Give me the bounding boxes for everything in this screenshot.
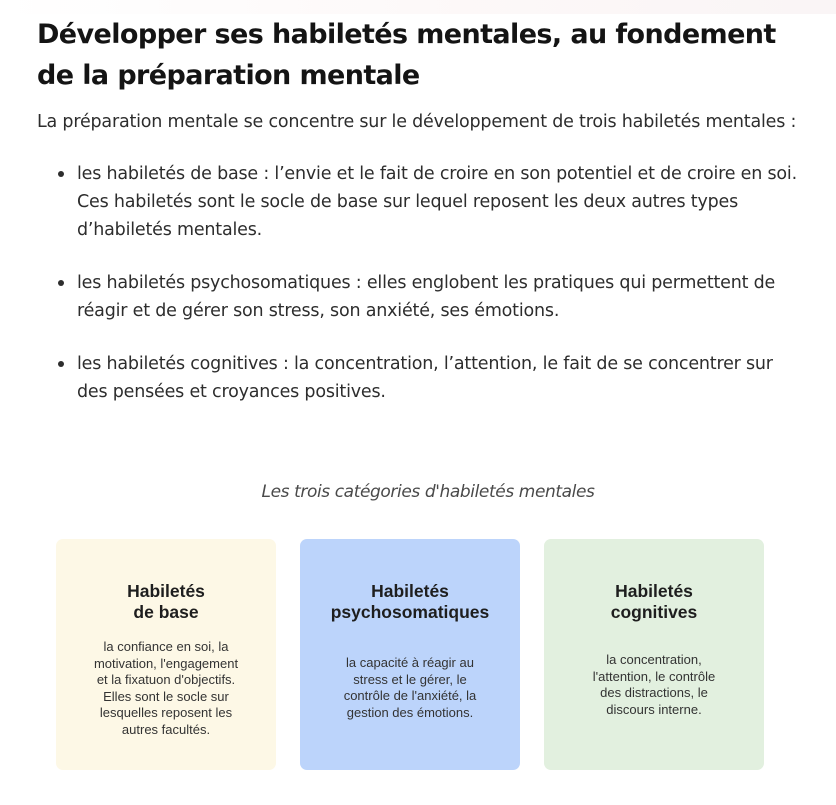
card-body-line: la confiance en soi, la <box>103 639 229 654</box>
bullet-icon <box>58 171 64 177</box>
card-title-line: de base <box>133 602 199 622</box>
card-body-line: stress et le gérer, le <box>353 671 467 687</box>
list-item <box>37 269 797 325</box>
card-body-line: l'attention, le contrôle <box>592 668 716 684</box>
card-body-line: gestion des émotions. <box>346 704 474 720</box>
card-body-line: des distractions, le <box>600 685 708 700</box>
card-body-line: et la fixatuon d'objectifs. <box>96 672 236 687</box>
list-item-text: les habiletés cognitives : la concentration, l’attention, le fait de se concentrer sur des pensées et croyances positives. <box>77 354 773 402</box>
card-body-line: motivation, l'engagement <box>93 655 239 671</box>
list-item <box>37 350 797 406</box>
card-base <box>56 539 276 770</box>
card-body <box>312 655 508 721</box>
card-body-line: la capacité à réagir au <box>346 655 474 670</box>
bullet-icon <box>58 280 64 286</box>
card-title <box>544 581 764 623</box>
card-body-line: la concentration, <box>606 652 702 667</box>
card-title-line: Habiletés <box>615 581 693 601</box>
card-body-line: contrôle de l'anxiété, la <box>343 688 477 703</box>
card-body-line: discours interne. <box>606 701 702 717</box>
habilities-list <box>37 160 797 406</box>
card-psychosomatic <box>300 539 520 770</box>
intro-paragraph: La préparation mentale se concentre sur le développement de trois habiletés mentales : <box>37 112 797 132</box>
heading-line-1: Développer ses habiletés mentales, au fondement <box>37 19 776 50</box>
card-body-line: lesquelles reposent les <box>99 705 233 720</box>
card-cognitive <box>544 539 764 770</box>
top-fade <box>0 0 836 14</box>
card-title-line: psychosomatiques <box>330 602 490 622</box>
card-body-line: Elles sont le socle sur <box>103 688 229 704</box>
list-item <box>37 160 797 244</box>
list-item-text: les habiletés de base : l’envie et le fait de croire en son potentiel et de croire en soi. Ces habiletés sont le socle de base sur lequel reposent les deux autres types d’habiletés mentales. <box>77 164 797 240</box>
card-body-line: autres facultés. <box>121 721 211 737</box>
article <box>37 14 797 406</box>
list-item-text: les habiletés psychosomatiques : elles englobent les pratiques qui permettent de réagir et de gérer son stress, son anxiété, ses émotions. <box>77 273 776 321</box>
card-title-line: Habiletés <box>127 581 205 601</box>
heading-line-2: de la préparation mentale <box>37 60 420 91</box>
card-body <box>556 652 752 718</box>
card-title <box>56 581 276 623</box>
card-body <box>68 639 264 738</box>
card-title-line: cognitives <box>610 602 698 622</box>
figure-caption: Les trois catégories d'habiletés mentales <box>261 482 595 502</box>
bullet-icon <box>58 361 64 367</box>
card-title-line: Habiletés <box>371 581 449 601</box>
article-heading <box>37 14 797 96</box>
card-title <box>300 581 520 623</box>
